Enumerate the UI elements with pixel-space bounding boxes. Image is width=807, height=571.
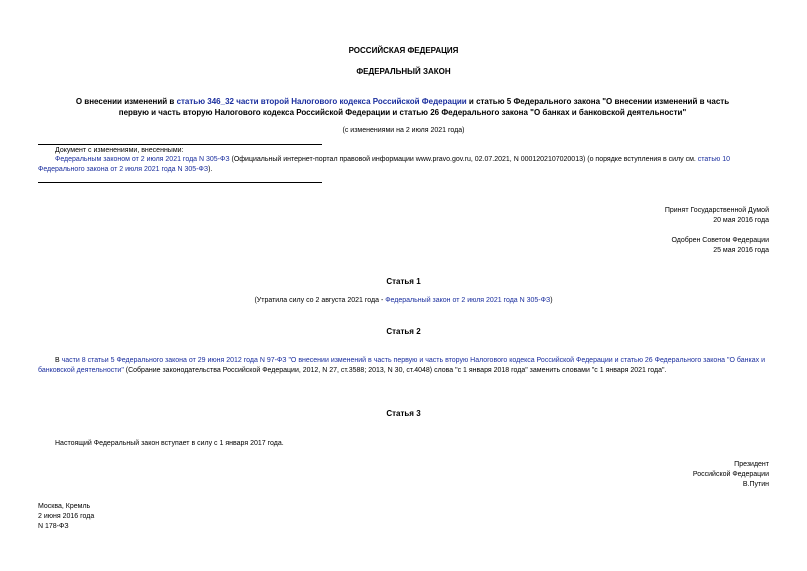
document-title	[30, 96, 775, 118]
council-line-2: 25 мая 2016 года	[713, 247, 769, 254]
changes-link-law-2[interactable]: Федерального закона от 2 июля 2021 года N 305-ФЗ	[38, 166, 209, 173]
article-1-link[interactable]: Федеральный закон от 2 июля 2021 года N 305-ФЗ	[385, 297, 551, 304]
changes-heading: Документ с изменениями, внесенными:	[55, 147, 184, 154]
duma-line-2: 20 мая 2016 года	[713, 217, 769, 224]
changes-link-article10[interactable]: статью 10	[697, 156, 730, 163]
duma-line-1: Принят Государственной Думой	[664, 207, 769, 214]
footer-number: N 178-ФЗ	[38, 523, 69, 530]
council-line-1: Одобрен Советом Федерации	[671, 237, 769, 244]
title-line-2: первую и часть вторую Налогового кодекса Российской Федерации и статью 26 Федерального закона "О банках и банковской деятельности"	[118, 108, 687, 117]
article-3-text: Настоящий Федеральный закон вступает в силу с 1 января 2017 года.	[55, 440, 284, 447]
signature-line-2: Российской Федерации	[692, 471, 769, 478]
changes-text: Федеральным законом от 2 июля 2021 года N 305-ФЗ (Официальный интернет-портал правовой информации www.pravo.gov.ru, 02.07.2021, N 0001202107020013) (о порядке вступления в силу см. статью 10 Федерального закона от 2 июля 2021 года N 305-ФЗ).	[38, 156, 730, 173]
signature-block	[693, 460, 769, 490]
changes-link-law[interactable]: Федеральным законом от 2 июля 2021 года N 305-ФЗ	[55, 156, 230, 163]
council-block	[671, 236, 769, 256]
title-link-tax-code[interactable]: статью 346_32 части второй Налогового кодекса Российской Федерации	[176, 97, 467, 106]
article-2-text: В части 8 статьи 5 Федерального закона от 29 июня 2012 года N 97-ФЗ "О внесении изменений в часть первую и часть вторую Налогового кодекса Российской Федерации и статью 26 Федерального закона "О банках и банковской деятельности" (Собрание законодательства Российской Федерации, 2012, N 27, ст.3588; 2013, N 30, ст.4048) слова "с 1 января 2018 года" заменить словами "с 1 января 2021 года".	[38, 357, 765, 374]
changes-note: (с изменениями на 2 июля 2021 года)	[342, 127, 465, 134]
adoption-block	[665, 206, 769, 226]
footer-place: Москва, Кремль	[38, 503, 91, 510]
article-1-text: (Утратила силу со 2 августа 2021 года - Федеральный закон от 2 июля 2021 года N 305-ФЗ)	[254, 297, 553, 304]
footer-date: 2 июня 2016 года	[38, 513, 95, 520]
federation-heading: РОССИЙСКАЯ ФЕДЕРАЦИЯ	[348, 46, 459, 55]
signature-line-3: В.Путин	[742, 481, 769, 488]
title-line-1: О внесении изменений в статью 346_32 части второй Налогового кодекса Российской Федерации и статью 5 Федерального закона "О внесении изменений в часть	[75, 97, 730, 106]
article-1-heading: Статья 1	[386, 277, 421, 286]
article-2-heading: Статья 2	[386, 327, 421, 336]
article-2-link-law[interactable]: части 8 статьи 5 Федерального закона от 29 июня 2012 года N 97-ФЗ "О внесении изменений в часть первую и часть вторую Налогового кодекса Российской Федерации и статью 26 Федерального закона "О	[61, 357, 735, 364]
divider-bottom	[38, 182, 322, 183]
article-2-link-banks[interactable]: банках и банковской деятельности"	[38, 357, 765, 374]
law-type-heading: ФЕДЕРАЛЬНЫЙ ЗАКОН	[356, 67, 451, 76]
article-3-heading: Статья 3	[386, 409, 421, 418]
divider-top	[38, 144, 322, 145]
footer-block	[38, 502, 94, 532]
signature-line-1: Президент	[734, 461, 769, 468]
